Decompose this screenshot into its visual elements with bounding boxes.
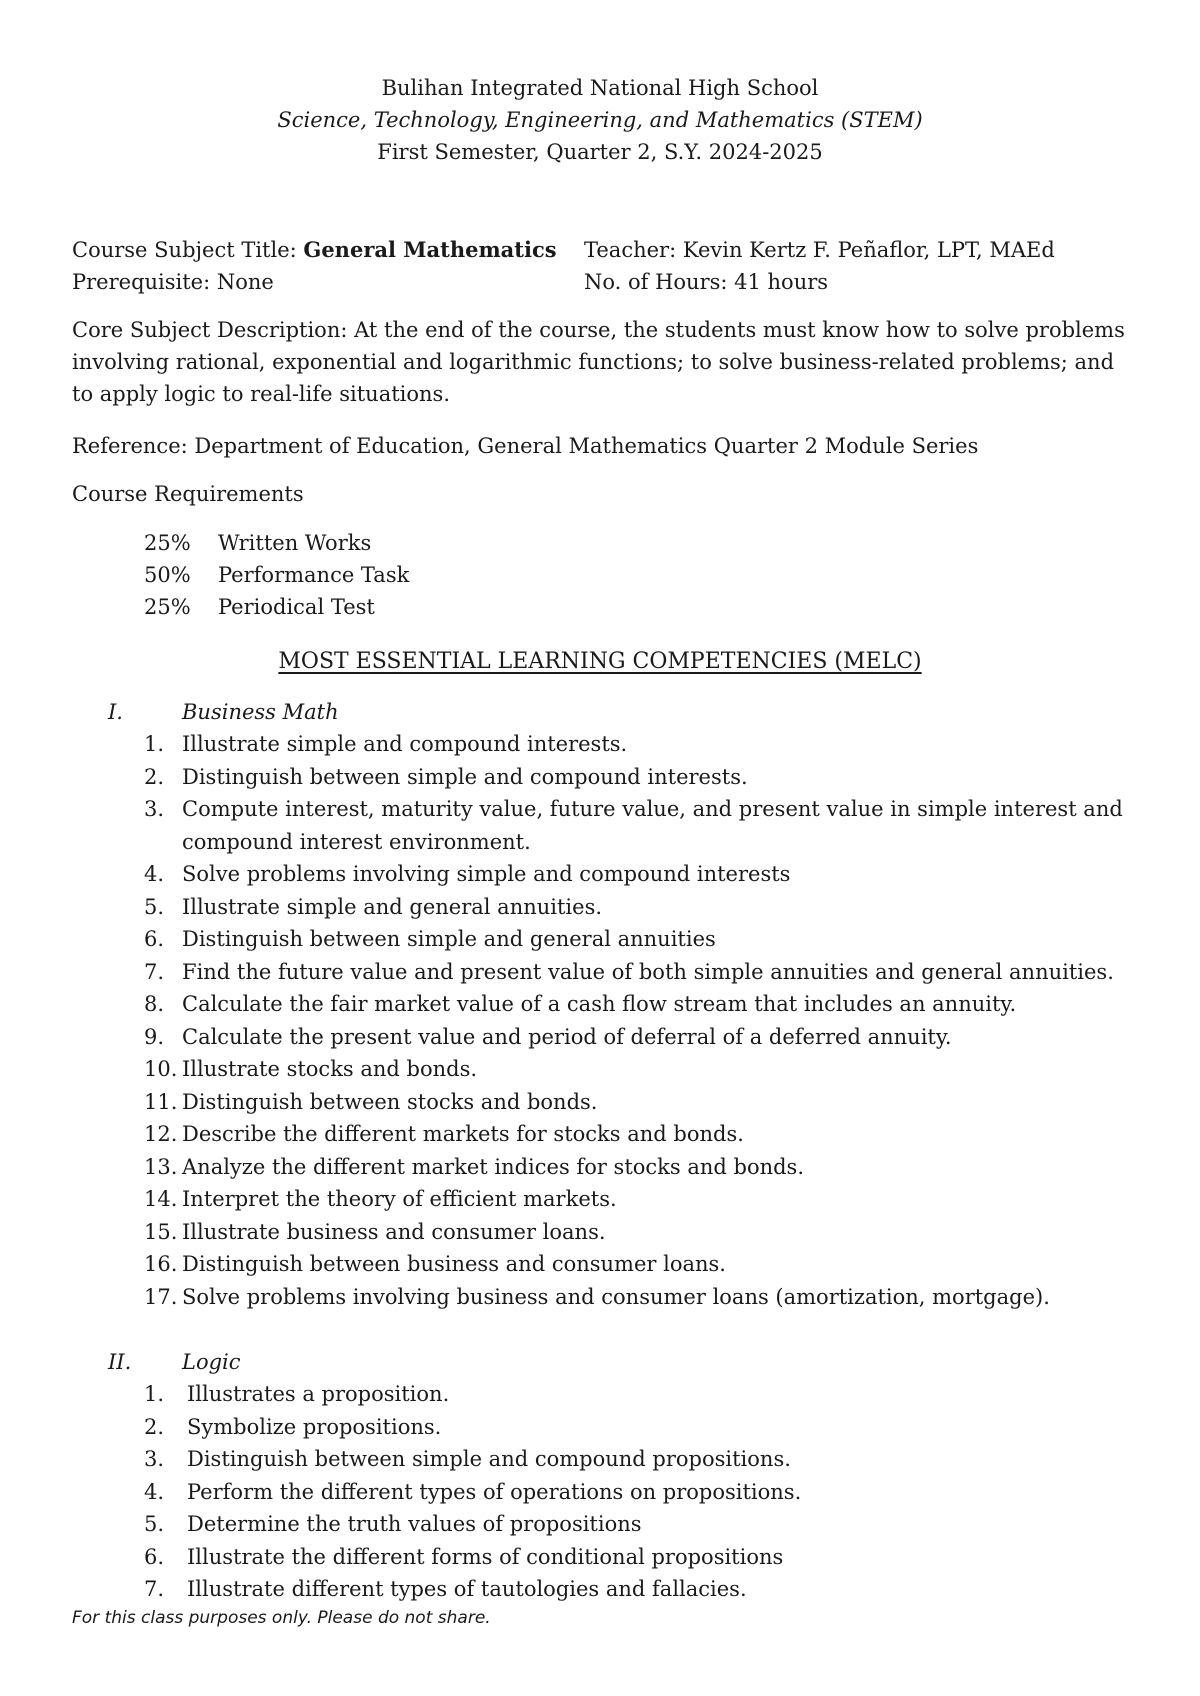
prerequisite: Prerequisite: None [72, 270, 274, 294]
item-number: 4. [144, 1479, 165, 1504]
item-number: 2. [144, 764, 165, 789]
item-number: 5. [144, 1512, 165, 1536]
competency-item [144, 1021, 1134, 1054]
item-text: Perform the different types of operations on propositions. [187, 1479, 802, 1504]
item-number: 12. [144, 1122, 178, 1146]
item-text: Calculate the present value and period of deferral of a deferred annuity. [182, 1024, 952, 1049]
footer-note: For this class purposes only. Please do not share. [72, 1608, 491, 1628]
requirement-item: 50% Performance Task [144, 563, 410, 587]
item-number: 2. [144, 1414, 165, 1439]
hours: No. of Hours: 41 hours [584, 270, 829, 294]
section-heading: I. Business Math [108, 700, 339, 724]
item-number: 8. [144, 992, 165, 1016]
requirement-item: 25% Periodical Test [144, 595, 375, 619]
competency-item [144, 1248, 1134, 1281]
core-description: Core Subject Description: At the end of the course, the students must know how to solve problems involving rational, exponential and logarithmic functions; to solve business-related problems; and to apply logic to real-life situations. [72, 318, 1125, 406]
competency-item [144, 1086, 1134, 1119]
competency-item [144, 1541, 1134, 1574]
item-text: Illustrate the different forms of conditional propositions [187, 1544, 784, 1569]
item-text: Compute interest, maturity value, future value, and present value in simple interest and compound interest environment. [182, 797, 1123, 854]
business-math-list [144, 728, 1134, 1313]
school-name: Bulihan Integrated National High School [381, 76, 819, 100]
competency-item [144, 728, 1134, 761]
requirements-title: Course Requirements [72, 482, 304, 506]
item-number: 6. [144, 927, 165, 951]
item-text: Illustrate simple and general annuities. [182, 894, 603, 919]
competency-item [144, 793, 1134, 858]
competency-item [144, 1053, 1134, 1086]
competency-item [144, 1151, 1134, 1184]
competency-item [144, 1508, 1134, 1541]
competency-item [144, 1476, 1134, 1509]
item-text: Solve problems involving business and consumer loans (amortization, mortgage). [182, 1284, 1050, 1309]
item-text: Illustrate simple and compound interests. [182, 732, 628, 756]
item-number: 7. [144, 959, 165, 984]
item-number: 10. [144, 1057, 178, 1081]
item-text: Distinguish between simple and general annuities [182, 927, 716, 951]
competency-item [144, 891, 1134, 924]
competency-item [144, 1378, 1134, 1411]
competency-item [144, 1183, 1134, 1216]
course-info [72, 234, 1132, 298]
item-text: Describe the different markets for stocks and bonds. [182, 1122, 744, 1146]
item-text: Analyze the different market indices for stocks and bonds. [182, 1154, 805, 1179]
requirement-item: 25% Written Works [144, 531, 372, 555]
competency-item [144, 988, 1134, 1021]
melc-heading: MOST ESSENTIAL LEARNING COMPETENCIES (MELC) [278, 649, 922, 674]
item-number: 17. [144, 1284, 178, 1309]
item-number: 11. [144, 1089, 178, 1114]
item-number: 15. [144, 1219, 178, 1244]
item-number: 6. [144, 1544, 165, 1569]
item-number: 3. [144, 1447, 165, 1471]
item-text: Distinguish between business and consumer loans. [182, 1252, 726, 1276]
subject-title: Course Subject Title: General Mathematics [72, 237, 557, 262]
competency-item [144, 923, 1134, 956]
competency-item [144, 1216, 1134, 1249]
competency-item [144, 1411, 1134, 1444]
item-text: Determine the truth values of propositions [187, 1512, 642, 1536]
reference: Reference: Department of Education, General Mathematics Quarter 2 Module Series [72, 434, 979, 458]
item-number: 7. [144, 1577, 165, 1601]
item-number: 13. [144, 1154, 178, 1179]
item-number: 4. [144, 862, 165, 886]
item-text: Illustrate different types of tautologies and fallacies. [187, 1577, 747, 1601]
item-text: Interpret the theory of efficient markets. [182, 1187, 617, 1211]
item-number: 14. [144, 1187, 178, 1211]
teacher-name: Teacher: Kevin Kertz F. Peñaflor, LPT, MAEd [584, 238, 1055, 262]
item-text: Find the future value and present value of both simple annuities and general annuities. [182, 959, 1114, 984]
item-text: Illustrates a proposition. [187, 1382, 450, 1406]
item-text: Distinguish between simple and compound interests. [182, 764, 748, 789]
competency-item [144, 1281, 1134, 1314]
item-text: Distinguish between stocks and bonds. [182, 1089, 598, 1114]
item-number: 9. [144, 1024, 165, 1049]
item-number: 1. [144, 1382, 165, 1406]
item-text: Distinguish between simple and compound propositions. [187, 1447, 791, 1471]
item-text: Solve problems involving simple and compound interests [182, 862, 791, 886]
item-number: 16. [144, 1252, 178, 1276]
logic-list [144, 1378, 1134, 1606]
competency-item [144, 956, 1134, 989]
item-text: Illustrate business and consumer loans. [182, 1219, 606, 1244]
item-text: Calculate the fair market value of a cash flow stream that includes an annuity. [182, 992, 1017, 1016]
competency-item [144, 761, 1134, 794]
item-text: Symbolize propositions. [187, 1414, 442, 1439]
competency-item [144, 1573, 1134, 1606]
requirements-list [144, 527, 409, 623]
item-number: 3. [144, 797, 165, 821]
term-line: First Semester, Quarter 2, S.Y. 2024-2025 [377, 140, 823, 164]
document-header [0, 72, 1200, 168]
competency-item [144, 1118, 1134, 1151]
subject-value: General Mathematics [303, 237, 557, 262]
section-heading: II. Logic [108, 1350, 241, 1374]
item-number: 5. [144, 894, 165, 919]
item-text: Illustrate stocks and bonds. [182, 1057, 478, 1081]
strand-name: Science, Technology, Engineering, and Mathematics (STEM) [277, 108, 923, 132]
competency-item [144, 1443, 1134, 1476]
item-number: 1. [144, 732, 165, 756]
competency-item [144, 858, 1134, 891]
